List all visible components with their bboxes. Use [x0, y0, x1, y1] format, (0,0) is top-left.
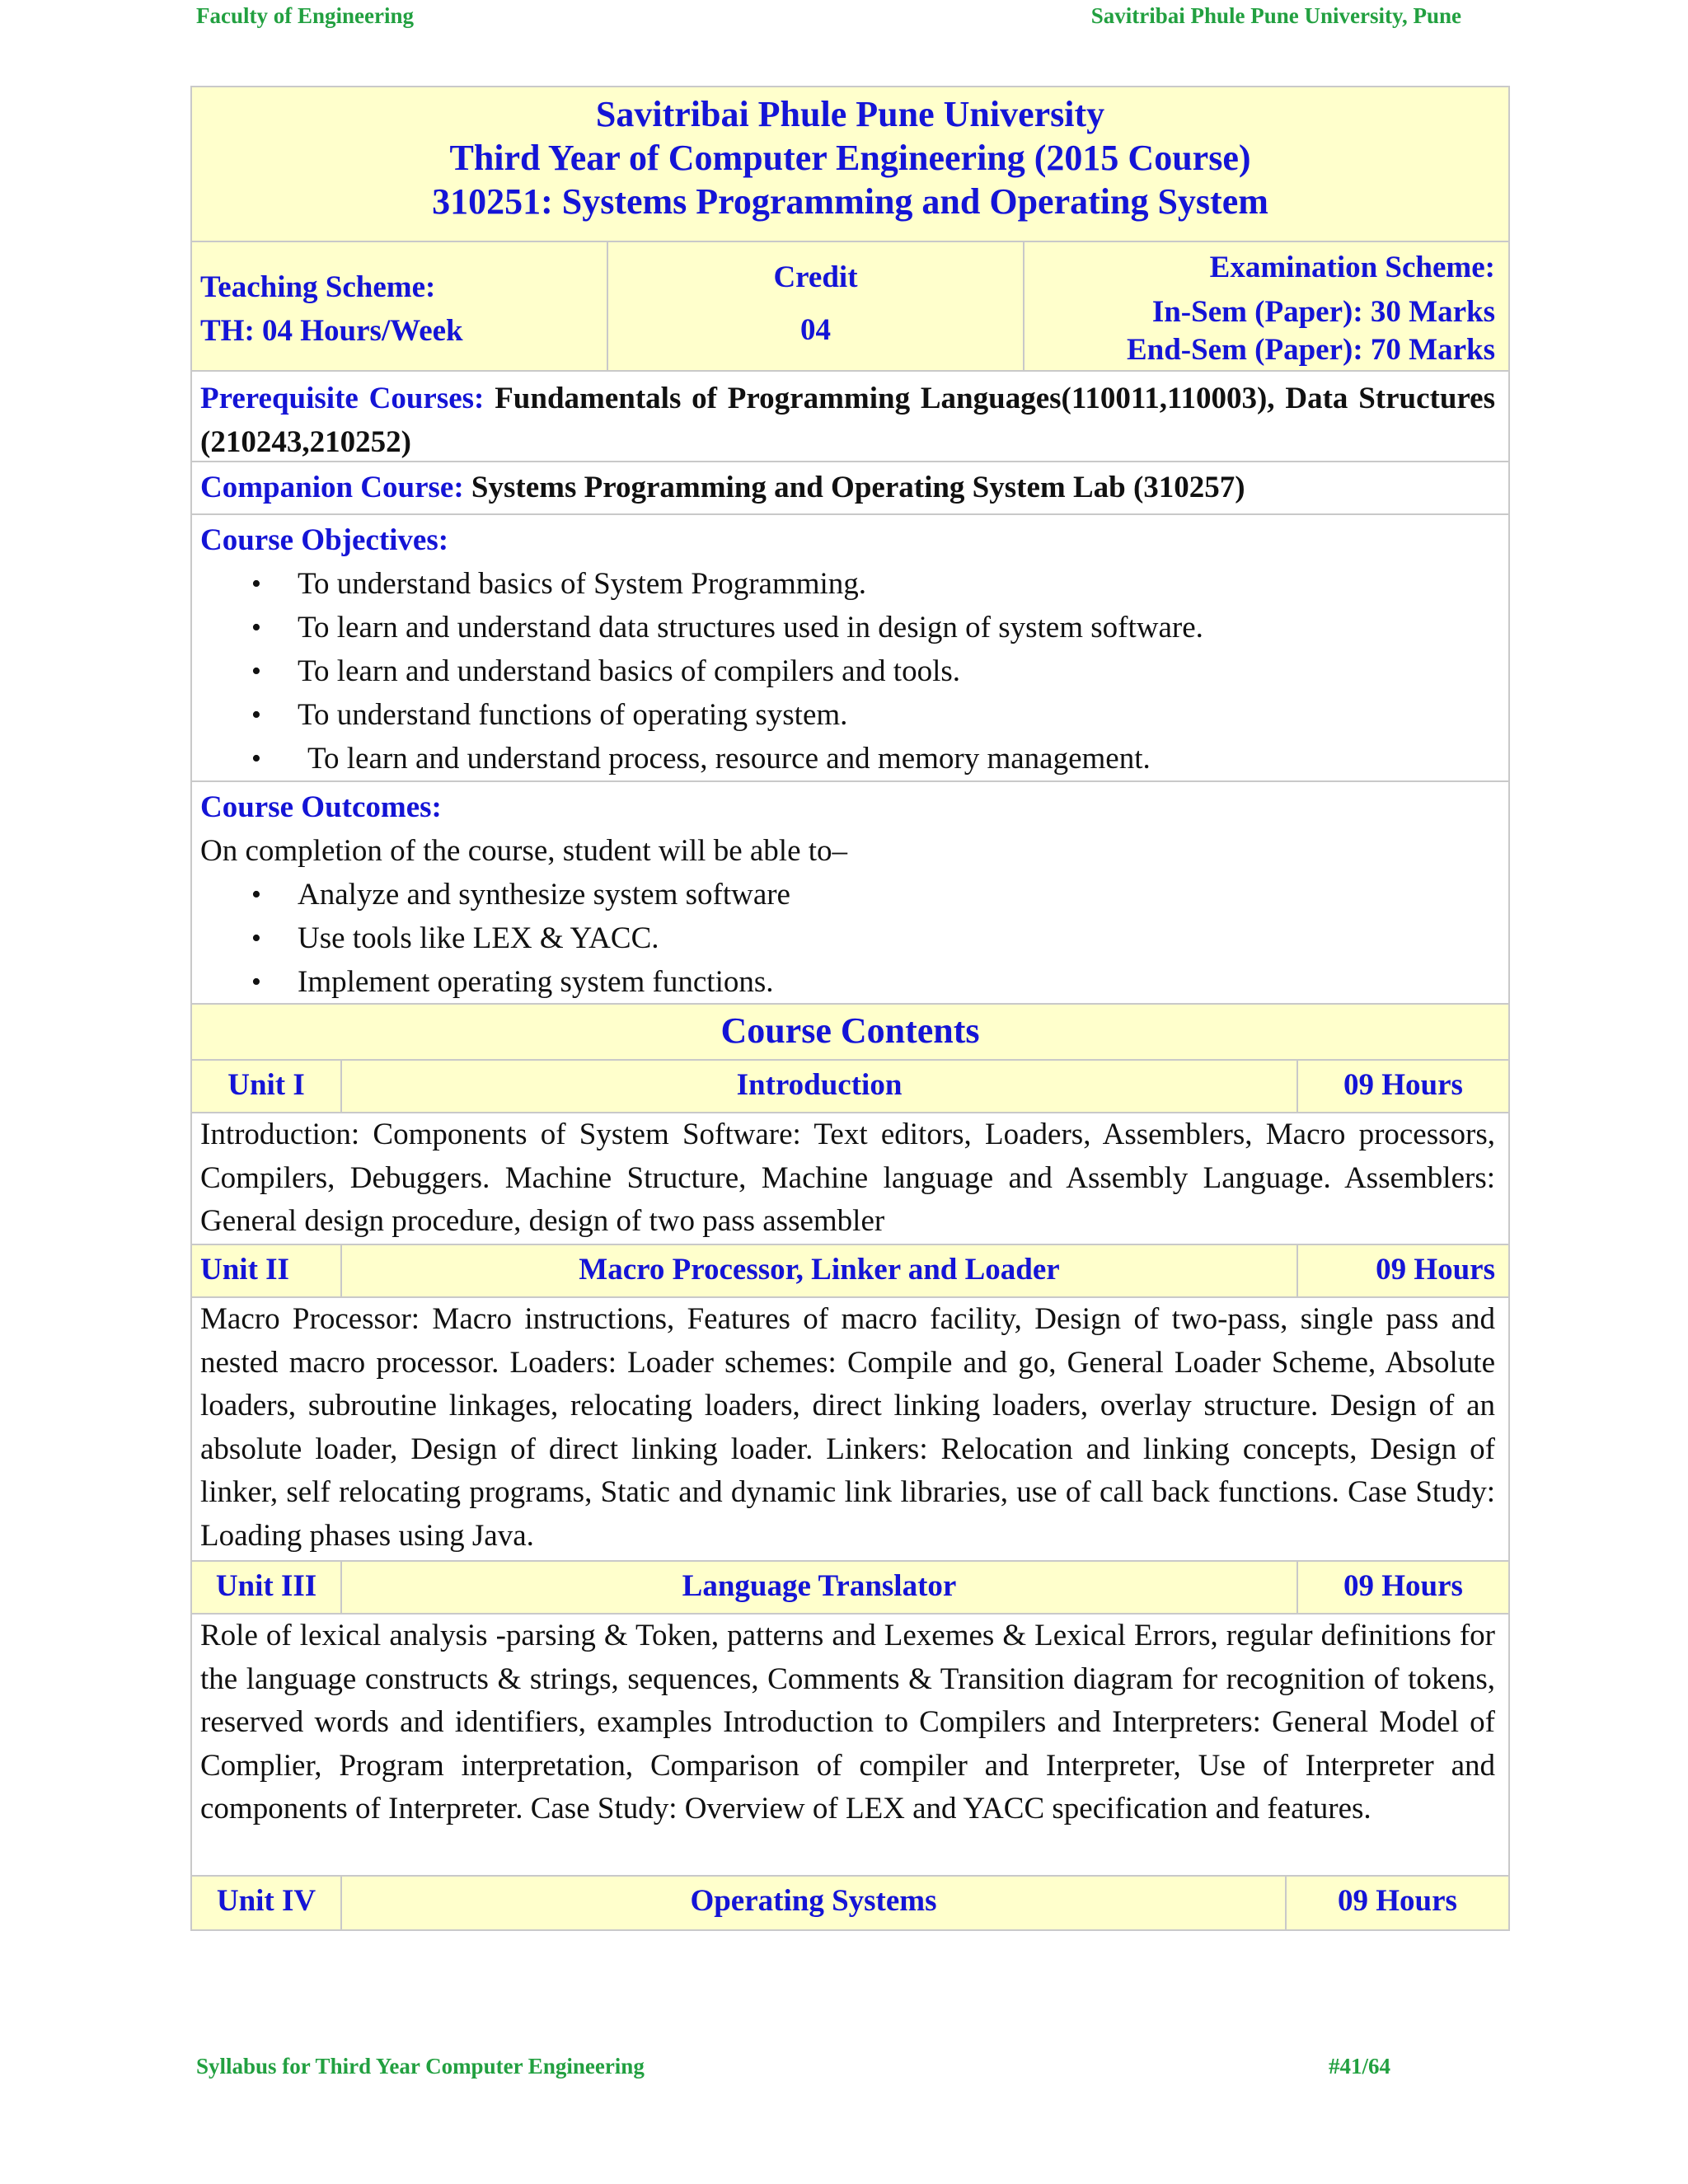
header-faculty: Faculty of Engineering: [196, 3, 414, 28]
credit-label: Credit: [773, 260, 858, 294]
insem-marks: In-Sem (Paper): 30 Marks: [1151, 295, 1495, 329]
companion-row: [192, 462, 1508, 515]
list-item: • To learn and understand data structures used in design of system software.: [200, 606, 1500, 649]
companion-text: Systems Programming and Operating System Lab (310257): [471, 471, 1245, 504]
teaching-hours: TH: 04 Hours/Week: [200, 314, 463, 348]
unit-number: Unit III: [192, 1562, 342, 1613]
objectives-list: [200, 562, 1500, 780]
footer-syllabus-title: Syllabus for Third Year Computer Engineering: [196, 2054, 645, 2079]
prerequisite-row: [192, 372, 1508, 462]
exam-scheme-cell: [1025, 242, 1508, 370]
list-item: • To learn and understand process, resource and memory management.: [200, 737, 1500, 780]
outcomes-intro: On completion of the course, student will be able to–: [200, 834, 848, 868]
list-item: • Analyze and synthesize system software: [200, 873, 1500, 916]
unit-number: Unit I: [192, 1061, 342, 1112]
syllabus-table: [190, 86, 1510, 1931]
unit-hours: 09 Hours: [1343, 1569, 1463, 1603]
endsem-marks: End-Sem (Paper): 70 Marks: [1126, 333, 1495, 367]
teaching-scheme-cell: [192, 242, 608, 370]
unit-content: Macro Processor: Macro instructions, Features of macro facility, Design of two-pass, single pass and nested macro processor. Loaders: Loader schemes: Compile and go, General Loader Scheme, Absolute loaders, subroutine linkages, relocating loaders, direct linking loaders, overlay structure. Design of an absolute loader, Design of direct linking loader. Linkers: Relocation and linking concepts, Design of linker, self relocating programs, Static and dynamic link libraries, use of call back functions. Case Study: Loading phases using Java.: [192, 1298, 1508, 1562]
objectives-label: Course Objectives:: [200, 523, 449, 557]
outcomes-label: Course Outcomes:: [200, 790, 442, 824]
list-item: • To understand functions of operating system.: [200, 693, 1500, 737]
unit-number: Unit II: [192, 1245, 342, 1296]
unit-header-row: [192, 1245, 1508, 1298]
header-university: Savitribai Phule Pune University, Pune: [1090, 3, 1461, 28]
unit-hours: 09 Hours: [1376, 1253, 1495, 1286]
list-item: • Use tools like LEX & YACC.: [200, 916, 1500, 960]
scheme-row: [192, 242, 1508, 372]
outcomes-row: [192, 782, 1508, 1005]
credit-cell: [608, 242, 1025, 370]
unit-content: Role of lexical analysis -parsing & Token, patterns and Lexemes & Lexical Errors, regular definitions for the language constructs & strings, sequences, Comments & Transition diagram for recognition of tokens, reserved words and identifiers, examples Introduction to Compilers and Interpreters: General Model of Complier, Program interpretation, Comparison of compiler and Interpreter, Use of Interpreter and components of Interpreter. Case Study: Overview of LEX and YACC specification and features.: [192, 1615, 1508, 1877]
exam-scheme-label: Examination Scheme:: [1209, 251, 1495, 284]
unit-header-row: [192, 1877, 1508, 1929]
unit-title: Operating Systems: [342, 1877, 1287, 1929]
companion-label: Companion Course:: [200, 471, 464, 504]
unit-header-row: [192, 1562, 1508, 1615]
course-year: Third Year of Computer Engineering (2015 Course): [449, 138, 1251, 178]
unit-number: Unit IV: [192, 1877, 342, 1929]
title-block: [192, 87, 1508, 242]
unit-title: Introduction: [342, 1061, 1298, 1112]
teaching-scheme-label: Teaching Scheme:: [200, 270, 436, 304]
list-item: • To understand basics of System Programming.: [200, 562, 1500, 606]
unit-hours: 09 Hours: [1343, 1068, 1463, 1102]
objectives-row: [192, 515, 1508, 782]
list-item: • To learn and understand basics of compilers and tools.: [200, 649, 1500, 693]
unit-hours: 09 Hours: [1338, 1884, 1457, 1918]
list-item: • Implement operating system functions.: [200, 960, 1500, 1004]
outcomes-list: [200, 873, 1500, 1004]
unit-content: Introduction: Components of System Software: Text editors, Loaders, Assemblers, Macro processors, Compilers, Debuggers. Machine Structure, Machine language and Assembly Language. Assemblers: General design procedure, design of two pass assembler: [192, 1113, 1508, 1245]
credit-value: 04: [800, 313, 831, 347]
prerequisite-text: Fundamentals of Programming Languages(110011,110003), Data Structures (210243,210252): [200, 382, 1496, 459]
course-contents-heading: Course Contents: [192, 1005, 1508, 1061]
footer-page-number: #41/64: [1329, 2054, 1391, 2079]
university-name: Savitribai Phule Pune University: [595, 94, 1105, 134]
course-code-title: 310251: Systems Programming and Operating System: [432, 181, 1268, 222]
unit-title: Macro Processor, Linker and Loader: [342, 1245, 1298, 1296]
unit-header-row: [192, 1061, 1508, 1113]
prerequisite-label: Prerequisite Courses:: [200, 382, 485, 415]
unit-title: Language Translator: [342, 1562, 1298, 1613]
